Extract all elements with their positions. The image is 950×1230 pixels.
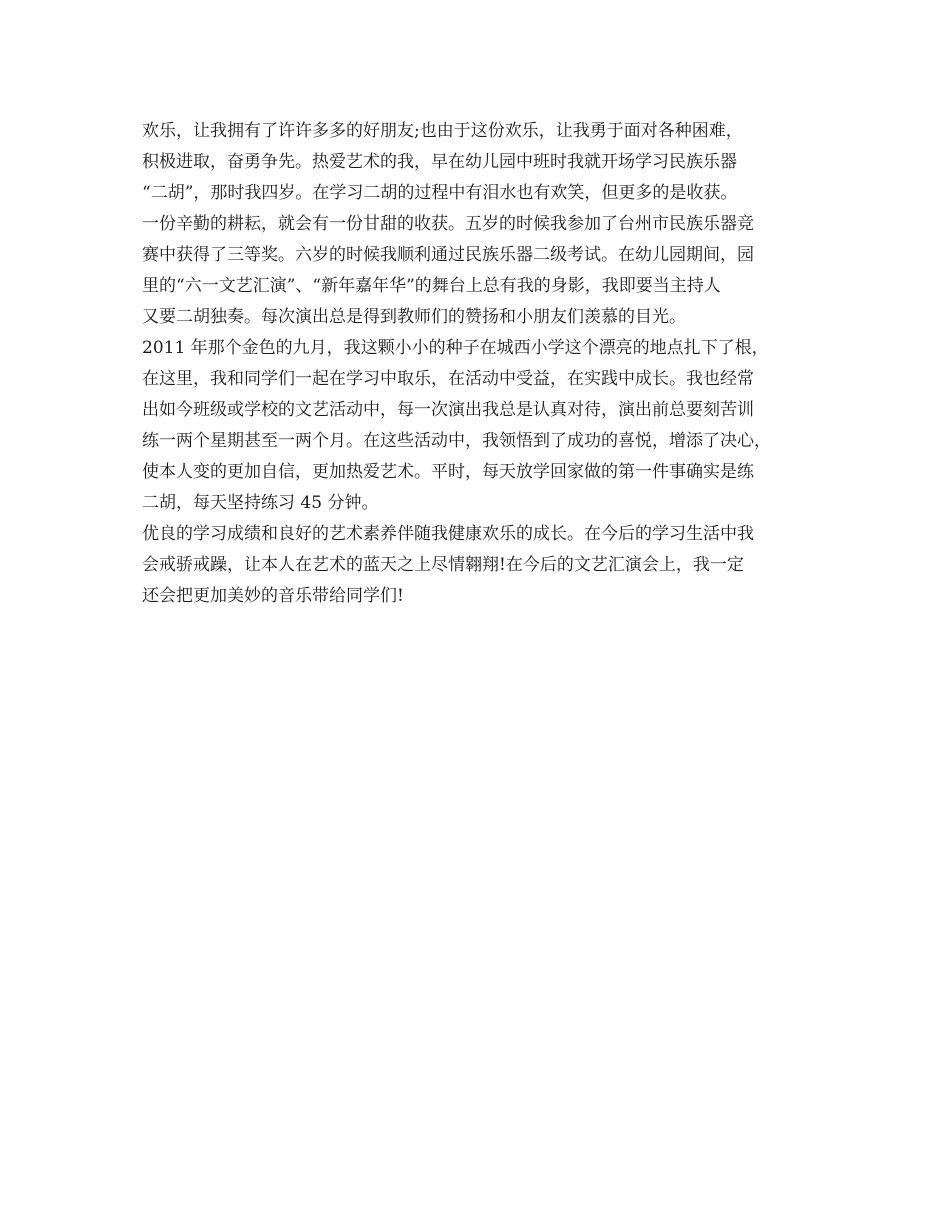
text-line: 在这里，我和同学们一起在学习中取乐，在活动中受益，在实践中成长。我也经常 xyxy=(142,369,754,389)
text-line: 二胡，每天坚持练习 45 分钟。 xyxy=(142,493,379,513)
text-line: 里的“六一文艺汇演”、“新年嘉年华”的舞台上总有我的身影，我即要当主持人 xyxy=(142,276,721,296)
text-line: 赛中获得了三等奖。六岁的时候我顺利通过民族乐器二级考试。在幼儿园期间，园 xyxy=(142,245,754,265)
text-line: “二胡”，那时我四岁。在学习二胡的过程中有泪水也有欢笑，但更多的是收获。 xyxy=(142,183,738,203)
text-line: 欢乐，让我拥有了许许多多的好朋友;也由于这份欢乐，让我勇于面对各种困难， xyxy=(142,121,743,141)
text-line: 积极进取，奋勇争先。热爱艺术的我，早在幼儿园中班时我就开场学习民族乐器 xyxy=(142,152,737,172)
text-line: 出如今班级或学校的文艺活动中，每一次演出我总是认真对待，演出前总要刻苦训 xyxy=(142,400,754,420)
text-line: 会戒骄戒躁，让本人在艺术的蓝天之上尽情翱翔!在今后的文艺汇演会上，我一定 xyxy=(142,555,744,575)
text-line: 优良的学习成绩和良好的艺术素养伴随我健康欢乐的成长。在今后的学习生活中我 xyxy=(142,524,754,544)
text-line: 还会把更加美妙的音乐带给同学们! xyxy=(142,586,404,606)
document-body xyxy=(142,116,822,612)
text-line: 又要二胡独奏。每次演出总是得到教师们的赞扬和小朋友们羡慕的目光。 xyxy=(142,307,686,327)
text-line: 使本人变的更加自信，更加热爱艺术。平时，每天放学回家做的第一件事确实是练 xyxy=(142,462,754,482)
text-line: 2011 年那个金色的九月，我这颗小小的种子在城西小学这个漂亮的地点扎下了根， xyxy=(142,338,769,358)
text-line: 练一两个星期甚至一两个月。在这些活动中，我领悟到了成功的喜悦，增添了决心， xyxy=(142,431,771,451)
text-line: 一份辛勤的耕耘，就会有一份甘甜的收获。五岁的时候我参加了台州市民族乐器竞 xyxy=(142,214,754,234)
